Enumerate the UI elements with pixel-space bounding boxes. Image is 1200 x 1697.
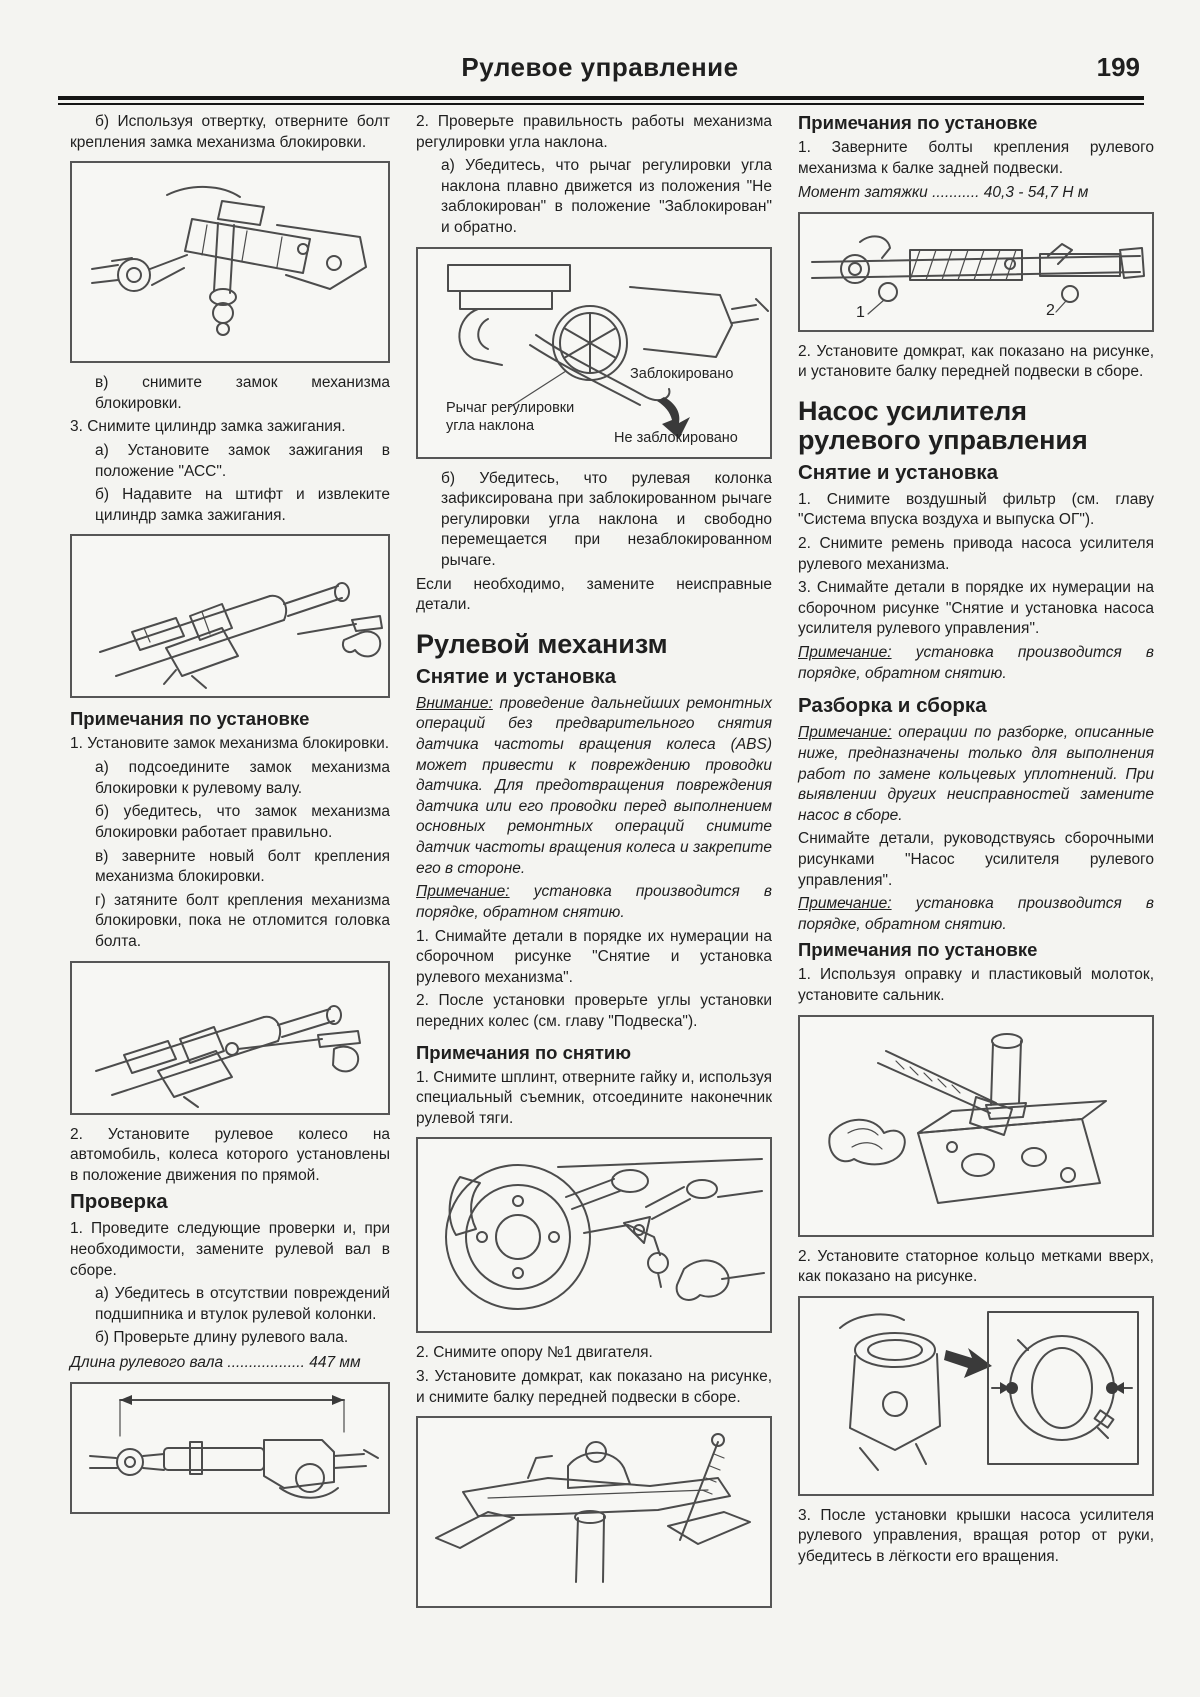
stator-ring-installation-drawing	[798, 1296, 1154, 1496]
tie-rod-end-removal-illustration	[418, 1139, 770, 1327]
section-heading: Примечания по установке	[798, 939, 1038, 961]
spec-torque: Момент затяжки ........... 40,3 - 54,7 Н м	[798, 184, 1089, 202]
steering-lock-mechanism-drawing	[70, 161, 390, 363]
figure-label-lever: Рычаг регулировки угла наклона	[446, 399, 575, 434]
section-heading: Примечания по снятию	[416, 1041, 632, 1063]
paragraph: 1. Снимите шплинт, отверните гайку и, используя специальный съемник, отсоедините наконечник рулевой тяги.	[416, 1068, 772, 1127]
paragraph: в) заверните новый болт крепления механизма блокировки.	[95, 847, 390, 886]
note	[416, 882, 772, 923]
paragraph: в) снимите замок механизма блокировки.	[95, 374, 390, 412]
paragraph: 1. Снимайте детали в порядке их нумерации на сборочном рисунке "Снятие и установка рулевого механизма".	[416, 927, 772, 986]
section-heading: Снятие и установка	[798, 460, 999, 484]
header-rule	[58, 96, 1144, 105]
right-column	[798, 112, 1154, 1618]
ignition-lock-cylinder-drawing	[70, 534, 390, 698]
oil-seal-installation-illustration	[800, 1017, 1152, 1231]
paragraph: 3. Снимите цилиндр замка зажигания.	[70, 418, 346, 436]
steering-rack-mounting-drawing	[798, 212, 1154, 332]
paragraph: а) Установите замок зажигания в положение "АСС".	[95, 442, 390, 480]
note-label: Примечание:	[798, 895, 892, 913]
steering-rack-mounting-illustration	[800, 214, 1152, 326]
note-text: установка производится в порядке, обратном снятию.	[798, 895, 1154, 933]
chapter-heading: Насос усилителя рулевого управления	[798, 396, 1088, 455]
paragraph: б) Надавите на штифт и извлеките цилиндр замка зажигания.	[95, 486, 390, 524]
front-suspension-beam-drawing	[416, 1416, 772, 1608]
lock-bolt-tightening-drawing	[70, 961, 390, 1115]
tie-rod-end-removal-drawing	[416, 1137, 772, 1333]
figure-callout-2: 2	[1046, 301, 1055, 319]
paragraph: 1. Проведите следующие проверки и, при необходимости, замените рулевой вал в сборе.	[70, 1220, 390, 1279]
note-text: установка производится в порядке, обратном снятию.	[416, 883, 772, 921]
paragraph: 1. Установите замок механизма блокировки.	[70, 735, 390, 753]
paragraph: а) Убедитесь в отсутствии повреждений подшипника и втулок рулевой колонки.	[95, 1285, 390, 1323]
note-label: Примечание:	[798, 644, 892, 662]
paragraph: 2. Установите рулевое колесо на автомобиль, колеса которого установлены в положение движения по прямой.	[70, 1125, 390, 1184]
note	[798, 894, 1154, 935]
paragraph: 1. Снимите воздушный фильтр (см. главу "Система впуска воздуха и выпуска ОГ").	[798, 490, 1154, 529]
page-number: 199	[1096, 52, 1140, 82]
steering-lock-mechanism-illustration	[72, 163, 388, 357]
warning-label: Внимание:	[416, 694, 493, 712]
warning-text: проведение дальнейших ремонтных операций без предварительного снятия датчика частоты вращения колеса (ABS) может привести к повреждению проводки датчика. Для предотвращения повреждения датчика или его проводки перед выполнением основных ремонтных операций снимите датчик частоты вращения колеса и закрепите его в стороне.	[416, 694, 772, 877]
paragraph: 2. После установки проверьте углы установки передних колес (см. главу "Подвеска").	[416, 992, 772, 1030]
paragraph: а) Убедитесь, что рычаг регулировки угла наклона плавно движется из положения "Не заблокирован" в положение "Заблокирован" и обратно.	[441, 157, 772, 237]
section-heading: Примечания по установке	[70, 708, 310, 730]
note-label: Примечание:	[416, 883, 510, 901]
paragraph: 3. Снимайте детали в порядке их нумерации на сборочном рисунке "Снятие и установка насоса усилителя рулевого управления".	[798, 579, 1154, 638]
paragraph: 3. Установите домкрат, как показано на рисунке, и снимите балку передней подвески в сборе.	[416, 1367, 772, 1406]
paragraph: г) затяните болт крепления механизма блокировки, пока не отломится головка болта.	[95, 891, 390, 950]
figure-label-unlocked: Не заблокировано	[614, 429, 738, 446]
lock-bolt-tightening-illustration	[72, 963, 388, 1109]
paragraph: б) Используя отвертку, отверните болт крепления замка механизма блокировки.	[70, 113, 390, 151]
chapter-heading: Рулевой механизм	[416, 628, 668, 659]
page-title: Рулевое управление	[461, 52, 739, 82]
note	[798, 643, 1154, 684]
figure-callout-1: 1	[856, 303, 865, 321]
paragraph: б) Убедитесь, что рулевая колонка зафиксирована при заблокированном рычаге регулировки угла наклона и свободно перемещается при незаблокированном рычаге.	[441, 469, 772, 570]
spec-shaft-length: Длина рулевого вала .................. 447 мм	[70, 1354, 361, 1372]
paragraph: 3. После установки крышки насоса усилителя рулевого управления, вращая ротор от руки, убедитесь в лёгкости его вращения.	[798, 1506, 1154, 1566]
stator-ring-installation-illustration	[800, 1298, 1152, 1490]
paragraph: б) убедитесь, что замок механизма блокировки работает правильно.	[95, 803, 390, 841]
section-heading: Разборка и сборка	[798, 694, 987, 718]
paragraph: 2. Снимите ремень привода насоса усилителя рулевого механизма.	[798, 535, 1154, 573]
section-heading: Снятие и установка	[416, 664, 617, 688]
figure-label-locked: Заблокировано	[630, 365, 734, 382]
paragraph: б) Проверьте длину рулевого вала.	[95, 1329, 349, 1347]
tilt-lever-drawing	[416, 247, 772, 459]
oil-seal-installation-drawing	[798, 1015, 1154, 1237]
note	[798, 723, 1154, 826]
paragraph: 2. Установите домкрат, как показано на рисунке, и установите балку передней подвески в сборе.	[798, 342, 1154, 381]
steering-shaft-length-illustration	[72, 1384, 388, 1508]
paragraph: 1. Используя оправку и пластиковый молоток, установите сальник.	[798, 966, 1154, 1004]
note-label: Примечание:	[798, 724, 892, 742]
section-heading: Проверка	[70, 1190, 168, 1214]
paragraph: а) подсоедините замок механизма блокировки к рулевому валу.	[95, 759, 390, 797]
note-text: установка производится в порядке, обратном снятию.	[798, 644, 1154, 682]
paragraph: 1. Заверните болты крепления рулевого механизма к балке задней подвески.	[798, 139, 1154, 177]
paragraph: 2. Установите статорное кольцо метками вверх, как показано на рисунке.	[798, 1247, 1154, 1286]
warning-note	[416, 694, 772, 879]
paragraph: Если необходимо, замените неисправные детали.	[416, 575, 772, 614]
steering-shaft-length-drawing	[70, 1382, 390, 1514]
ignition-lock-cylinder-illustration	[72, 536, 388, 692]
middle-column	[416, 112, 772, 1618]
paragraph: Снимайте детали, руководствуясь сборочными рисунками "Насос усилителя рулевого управления".	[798, 830, 1154, 889]
front-suspension-beam-illustration	[418, 1418, 770, 1602]
left-column	[70, 112, 390, 1618]
section-heading: Примечания по установке	[798, 112, 1038, 133]
columns	[70, 112, 1154, 1618]
note-text: операции по разборке, описанные ниже, предназначены только для выполнения работ по замене кольцевых уплотнений. При выявлении других неисправностей замените насос в сборе.	[798, 724, 1154, 824]
paragraph: 2. Снимите опору №1 двигателя.	[416, 1344, 653, 1362]
paragraph: 2. Проверьте правильность работы механизма регулировки угла наклона.	[416, 113, 772, 151]
